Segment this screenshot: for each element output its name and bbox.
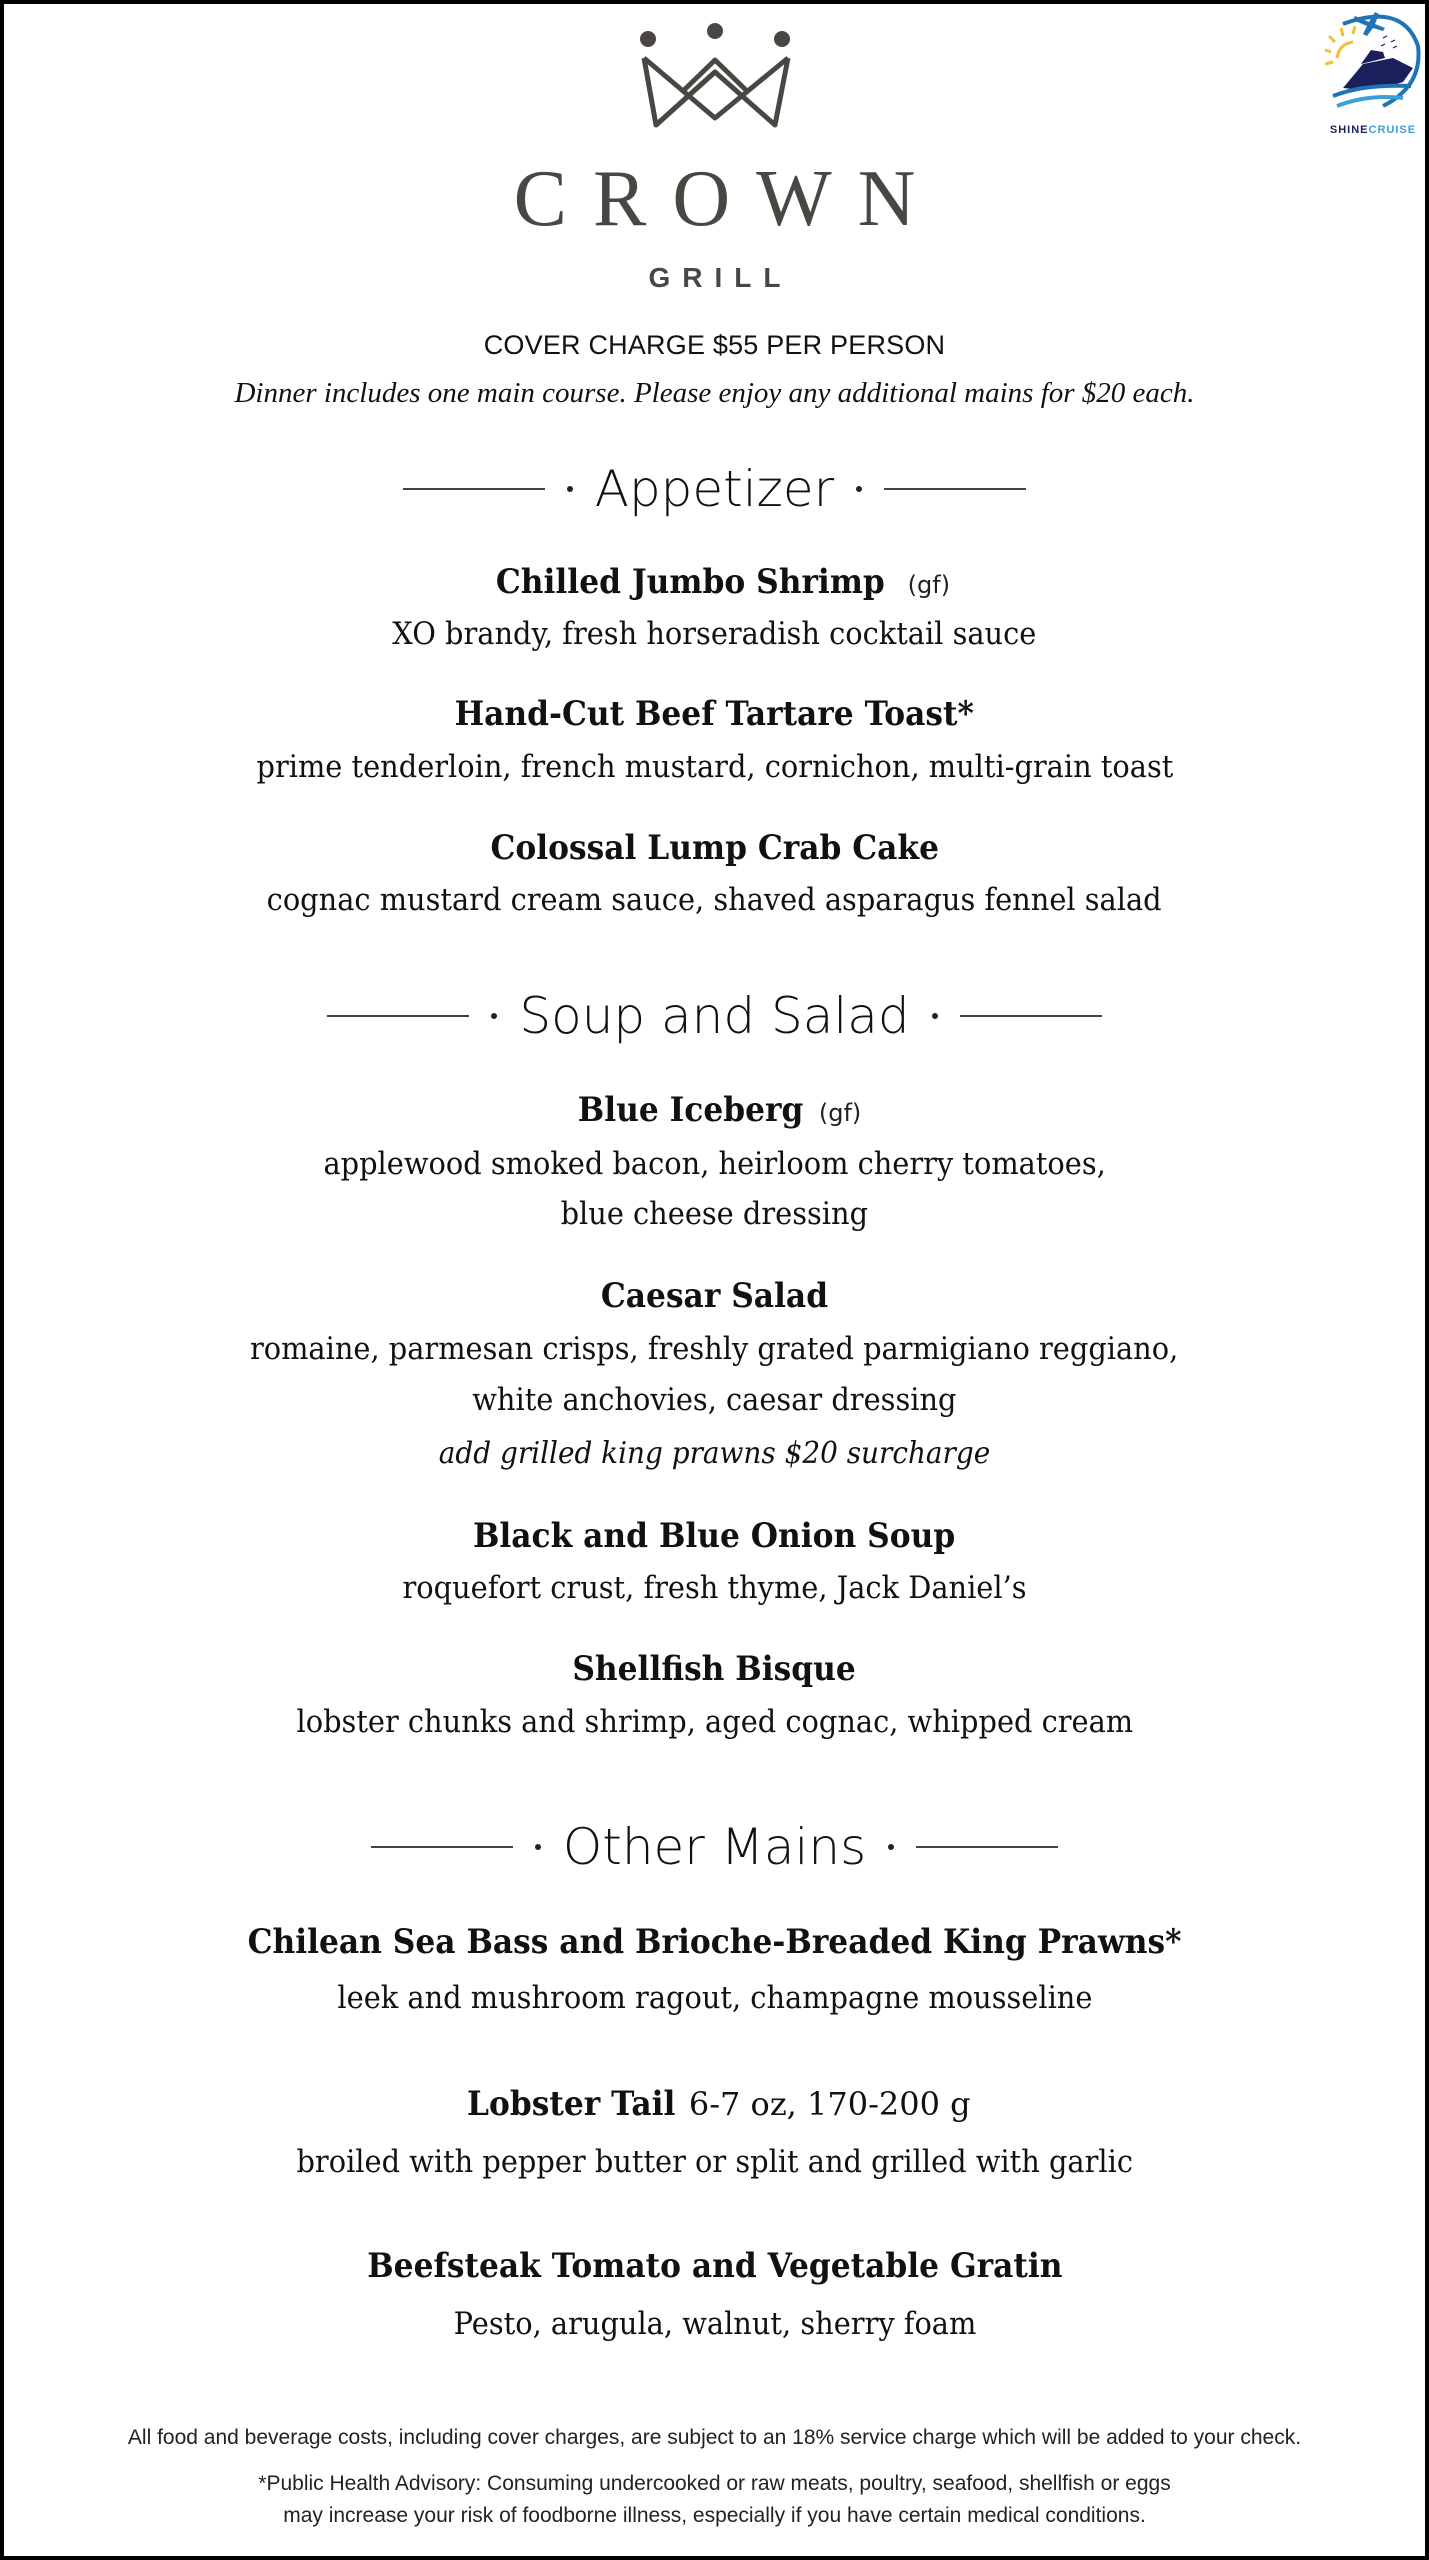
bullet-dot xyxy=(535,1844,541,1850)
dish-title: Hand-Cut Beef Tartare Toast* xyxy=(454,694,975,734)
bullet-dot xyxy=(856,486,862,492)
dish-description: cognac mustard cream sauce, shaved asparagus fennel salad xyxy=(267,882,1162,918)
health-advisory-line-1: *Public Health Advisory: Consuming undercooked or raw meats, poultry, seafood, shellfish or eggs xyxy=(258,2472,1171,2495)
dish-title: Beefsteak Tomato and Vegetable Gratin xyxy=(366,2246,1063,2286)
divider-rule xyxy=(916,1846,1058,1848)
dish-title: Chilled Jumbo Shrimp (gf) xyxy=(495,562,951,602)
dish-title: Shellfish Bisque xyxy=(572,1649,857,1689)
section-heading-appetizer: Appetizer xyxy=(4,460,1425,518)
service-charge-note: All food and beverage costs, including cover charges, are subject to an 18% service charge which will be added to your check. xyxy=(127,2426,1302,2449)
divider-rule xyxy=(403,488,545,490)
dish-title: Lobster Tail 6-7 oz, 170-200 g xyxy=(467,2084,971,2124)
restaurant-name: CROWN xyxy=(513,155,942,243)
dish-description: XO brandy, fresh horseradish cocktail sauce xyxy=(392,616,1037,652)
dish-title: Chilean Sea Bass and Brioche-Breaded King Prawns* xyxy=(247,1922,1182,1962)
divider-rule xyxy=(327,1015,469,1017)
shine-cruise-logo xyxy=(1323,6,1423,136)
dish-description: lobster chunks and shrimp, aged cognac, whipped cream xyxy=(296,1704,1133,1740)
menu-page xyxy=(4,4,1425,2556)
dish-surcharge-note: add grilled king prawns $20 surcharge xyxy=(438,1436,991,1471)
dish-size: 6-7 oz, 170-200 g xyxy=(688,2085,971,2123)
dish-title: Colossal Lump Crab Cake xyxy=(490,828,939,868)
intro-text: Dinner includes one main course. Please enjoy any additional mains for $20 each. xyxy=(234,377,1195,409)
divider-rule xyxy=(371,1846,513,1848)
bullet-dot xyxy=(567,486,573,492)
dish-description: prime tenderloin, french mustard, cornichon, multi-grain toast xyxy=(256,749,1173,785)
restaurant-subtitle: GRILL xyxy=(648,262,793,293)
crown-logo-icon xyxy=(630,22,800,132)
dish-description: applewood smoked bacon, heirloom cherry tomatoes, xyxy=(323,1146,1106,1182)
dish-description: leek and mushroom ragout, champagne mousseline xyxy=(336,1980,1092,2016)
dish-title: Caesar Salad xyxy=(600,1276,829,1316)
dish-description: white anchovies, caesar dressing xyxy=(472,1382,957,1418)
divider-rule xyxy=(960,1015,1102,1017)
dish-description: Pesto, arugula, walnut, sherry foam xyxy=(453,2306,976,2342)
section-heading-other-mains: Other Mains xyxy=(4,1818,1425,1876)
dish-description: broiled with pepper butter or split and grilled with garlic xyxy=(296,2144,1133,2180)
dish-title: Blue Iceberg (gf) xyxy=(577,1090,862,1130)
health-advisory-line-2: may increase your risk of foodborne illness, especially if you have certain medical conditions. xyxy=(283,2504,1146,2527)
dish-description: romaine, parmesan crisps, freshly grated parmigiano reggiano, xyxy=(250,1331,1179,1367)
dish-title: Black and Blue Onion Soup xyxy=(473,1516,956,1556)
partner-logo-text: SHINECRUISE xyxy=(1329,124,1417,136)
bullet-dot xyxy=(932,1013,938,1019)
bullet-dot xyxy=(888,1844,894,1850)
dish-description: roquefort crust, fresh thyme, Jack Daniel’s xyxy=(402,1570,1027,1606)
gluten-free-tag: (gf) xyxy=(907,571,951,599)
cover-charge: COVER CHARGE $55 PER PERSON xyxy=(483,330,946,360)
cruise-ship-icon xyxy=(1323,6,1423,124)
bullet-dot xyxy=(491,1013,497,1019)
gluten-free-tag: (gf) xyxy=(818,1099,862,1127)
dish-description: blue cheese dressing xyxy=(560,1196,869,1232)
divider-rule xyxy=(884,488,1026,490)
section-heading-soup-and-salad: Soup and Salad xyxy=(4,987,1425,1045)
